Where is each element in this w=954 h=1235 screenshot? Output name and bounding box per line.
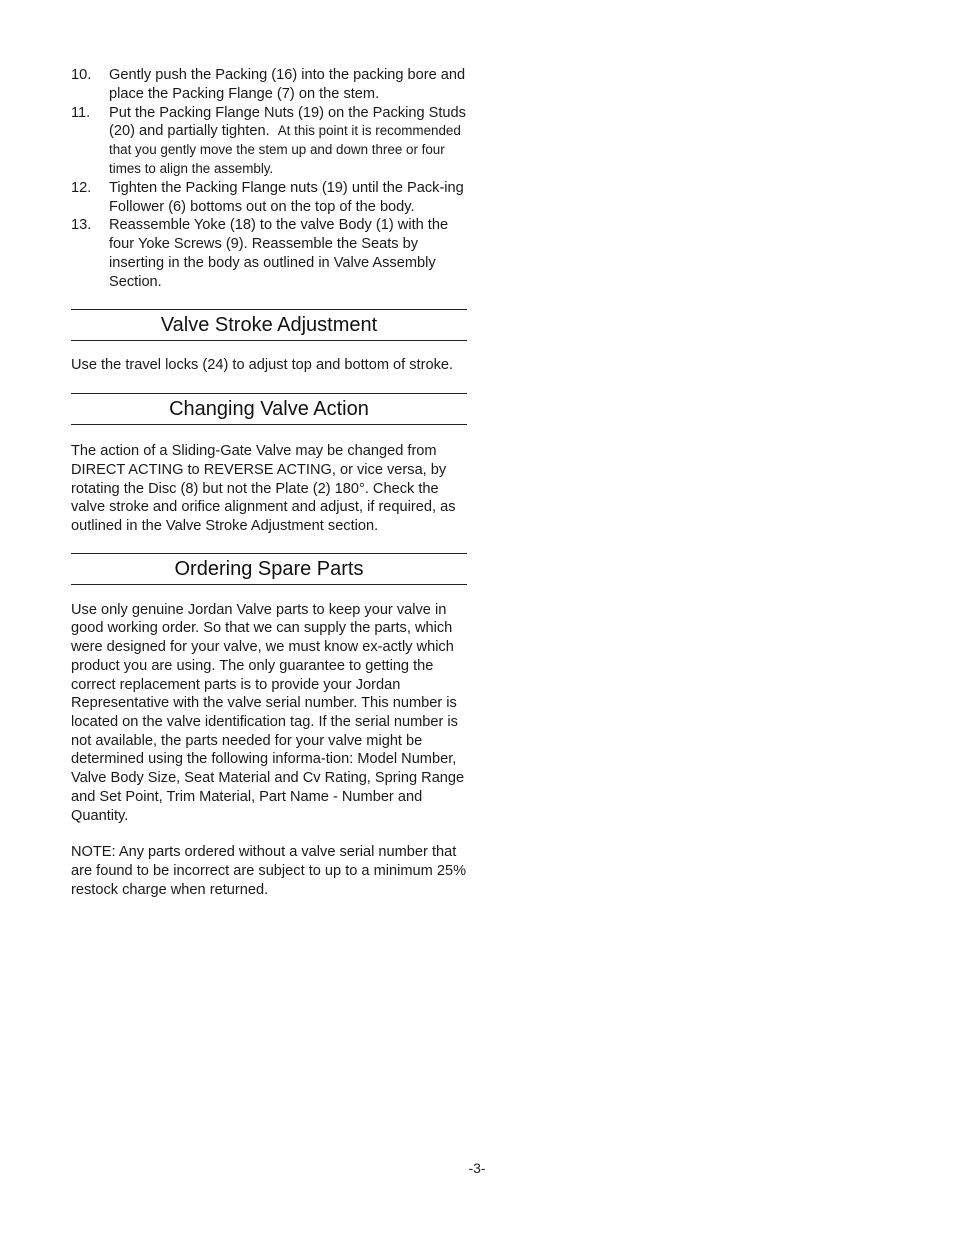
section-heading-action: Changing Valve Action: [71, 393, 467, 425]
assembly-steps-list: [71, 66, 467, 292]
section-heading-parts: Ordering Spare Parts: [71, 553, 467, 585]
step-text-main: Put the Packing Flange Nuts (19) on the Packing Studs (20) and partially tighten.: [109, 104, 466, 140]
step-item: [71, 66, 467, 104]
step-text: [109, 104, 467, 179]
action-paragraph: The action of a Sliding-Gate Valve may be changed from DIRECT ACTING to REVERSE ACTING, or vice versa, by rotating the Disc (8) but not the Plate (2) 180°. Check the valve stroke and orifice alignment and adjust, if required, as outlined in the Valve Stroke Adjustment section.: [71, 443, 456, 535]
page-number: -3-: [468, 1160, 486, 1176]
step-number: 13.: [71, 217, 92, 234]
step-number: 12.: [71, 179, 92, 196]
step-item: [71, 104, 467, 179]
parts-note: NOTE: Any parts ordered without a valve serial number that are found to be incorrect are subject to up to a minimum 25% restock charge when returned.: [71, 844, 467, 898]
step-number: 10.: [71, 67, 92, 83]
section-heading-stroke: Valve Stroke Adjustment: [71, 309, 467, 341]
step-item: [71, 179, 467, 217]
step-item: [71, 216, 467, 291]
stroke-paragraph: Use the travel locks (24) to adjust top and bottom of stroke.: [71, 356, 454, 373]
step-number: 11.: [71, 104, 91, 121]
step-text: Gently push the Packing (16) into the packing bore and place the Packing Flange (7) on the stem.: [109, 67, 466, 102]
step-text: Tighten the Packing Flange nuts (19) until the Pack-ing Follower (6) bottoms out on the top of the body.: [109, 179, 464, 215]
step-text-note: At this point it is recommended that you gently move the stem up and down three or four times to align the assembly.: [109, 123, 461, 176]
step-text: Reassemble Yoke (18) to the valve Body (1) with the four Yoke Screws (9). Reassemble the Seats by inserting in the body as outlined in Valve Assembly Section.: [109, 217, 449, 290]
parts-paragraph: Use only genuine Jordan Valve parts to keep your valve in good working order. So that we can supply the parts, which were designed for your valve, we must know ex-actly which product you are using. The only guarantee to getting the correct replacement parts is to provide your Jordan Representative with the valve serial number. This number is located on the valve identification tag. If the serial number is not available, the parts needed for your valve might be determined using the following informa-tion: Model Number, Valve Body Size, Seat Material and Cv Rating, Spring Range and Set Point, Trim Material, Part Name - Number and Quantity.: [71, 601, 465, 824]
document-column: [71, 66, 467, 899]
